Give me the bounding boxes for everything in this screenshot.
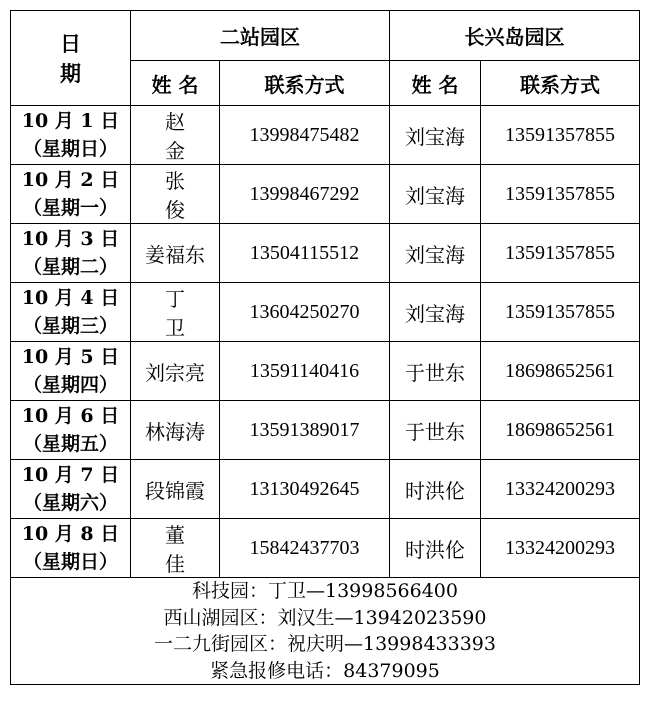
duty-name-cell: 姜福东 (131, 224, 220, 283)
date-cell (11, 460, 131, 519)
footer-line-129-street: 一二九街园区：祝庆明—13998433393 (154, 633, 496, 655)
duty-name-cell: 张俊 (131, 165, 220, 224)
duty-name-cell: 段锦霞 (131, 460, 220, 519)
footer-contacts (11, 578, 640, 685)
duty-phone-cell: 13998467292 (220, 165, 390, 224)
date-text: 10 月 5 日 (21, 346, 120, 368)
weekday-text: （星期一） (22, 197, 118, 219)
duty-phone-cell: 13324200293 (481, 460, 640, 519)
duty-name-cell: 于世东 (390, 342, 481, 401)
park-changxingdao-header: 长兴岛园区 (390, 11, 640, 61)
weekday-text: （星期二） (22, 256, 118, 278)
table-row (11, 224, 640, 283)
duty-phone-cell: 13591357855 (481, 283, 640, 342)
weekday-text: （星期六） (22, 492, 118, 514)
contact-column-header: 联系方式 (220, 61, 390, 106)
duty-name-cell: 林海涛 (131, 401, 220, 460)
table-row (11, 165, 640, 224)
footer-line-tech-park: 科技园：丁卫—13998566400 (192, 580, 458, 602)
duty-name-cell: 刘宝海 (390, 165, 481, 224)
date-cell (11, 519, 131, 578)
duty-phone-cell: 13591357855 (481, 106, 640, 165)
park-erzhan-header: 二站园区 (131, 11, 390, 61)
duty-phone-cell: 15842437703 (220, 519, 390, 578)
table-row (11, 460, 640, 519)
name-column-header: 姓 名 (390, 61, 481, 106)
duty-name-cell: 刘宝海 (390, 283, 481, 342)
date-text: 10 月 4 日 (21, 287, 120, 309)
duty-phone-cell: 13591357855 (481, 224, 640, 283)
date-column-header: 日 期 (11, 11, 131, 106)
duty-name-cell: 时洪伦 (390, 460, 481, 519)
weekday-text: （星期日） (22, 551, 118, 573)
table-row (11, 401, 640, 460)
duty-phone-cell: 13591357855 (481, 165, 640, 224)
contact-column-header: 联系方式 (481, 61, 640, 106)
table-row (11, 342, 640, 401)
duty-phone-cell: 13591389017 (220, 401, 390, 460)
duty-phone-cell: 13998475482 (220, 106, 390, 165)
duty-phone-cell: 13324200293 (481, 519, 640, 578)
date-text: 10 月 8 日 (21, 523, 120, 545)
date-cell (11, 224, 131, 283)
table-row (11, 519, 640, 578)
weekday-text: （星期五） (22, 433, 118, 455)
duty-phone-cell: 18698652561 (481, 342, 640, 401)
footer-line-emergency: 紧急报修电话：84379095 (210, 659, 440, 682)
date-text: 10 月 2 日 (21, 169, 120, 191)
duty-phone-cell: 13130492645 (220, 460, 390, 519)
duty-name-cell: 时洪伦 (390, 519, 481, 578)
weekday-text: （星期三） (22, 315, 118, 337)
weekday-text: （星期日） (22, 138, 118, 160)
duty-phone-cell: 13504115512 (220, 224, 390, 283)
duty-name-cell: 赵金 (131, 106, 220, 165)
duty-name-cell: 董佳 (131, 519, 220, 578)
date-cell (11, 106, 131, 165)
duty-schedule-table (10, 10, 640, 685)
duty-phone-cell: 13604250270 (220, 283, 390, 342)
date-text: 10 月 1 日 (21, 110, 120, 132)
duty-name-cell: 刘宝海 (390, 106, 481, 165)
date-cell (11, 283, 131, 342)
duty-name-cell: 刘宗亮 (131, 342, 220, 401)
duty-name-cell: 丁卫 (131, 283, 220, 342)
date-cell (11, 165, 131, 224)
weekday-text: （星期四） (22, 374, 118, 396)
duty-name-cell: 刘宝海 (390, 224, 481, 283)
name-column-header: 姓 名 (131, 61, 220, 106)
duty-phone-cell: 13591140416 (220, 342, 390, 401)
date-text: 10 月 3 日 (21, 228, 120, 250)
duty-phone-cell: 18698652561 (481, 401, 640, 460)
table-row (11, 106, 640, 165)
date-text: 10 月 6 日 (21, 405, 120, 427)
date-cell (11, 401, 131, 460)
table-row (11, 283, 640, 342)
date-text: 10 月 7 日 (21, 464, 120, 486)
duty-name-cell: 于世东 (390, 401, 481, 460)
footer-row (11, 578, 640, 685)
footer-line-xishanhu: 西山湖园区：刘汉生—13942023590 (163, 606, 487, 629)
date-cell (11, 342, 131, 401)
